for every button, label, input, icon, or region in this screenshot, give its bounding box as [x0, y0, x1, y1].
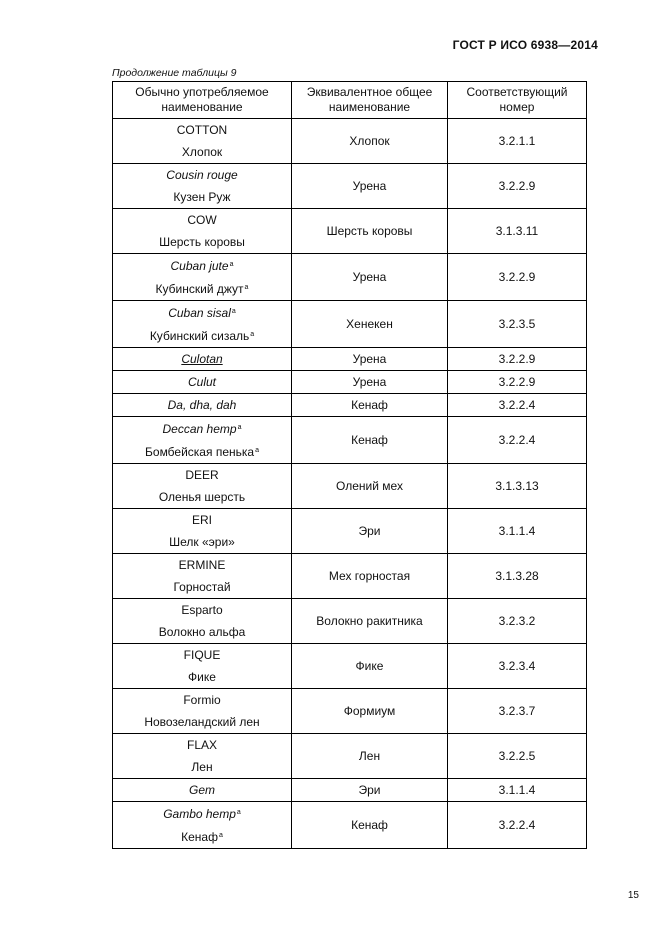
common-name-text: Новозеландский лен [144, 715, 260, 729]
equivalent-name-cell: Кенаф [292, 802, 448, 849]
table-row [113, 509, 587, 554]
table-row [113, 802, 587, 849]
common-name-line [117, 711, 287, 733]
common-name-text: Кузен Руж [173, 190, 231, 204]
common-name-cell [113, 509, 292, 554]
common-name-line [117, 576, 287, 598]
common-name-line [117, 141, 287, 163]
common-name-line [117, 666, 287, 688]
table-row [113, 779, 587, 802]
table-row [113, 348, 587, 371]
equivalent-name-cell: Эри [292, 779, 448, 802]
number-cell: 3.2.2.9 [448, 254, 587, 301]
common-name-line [117, 394, 287, 416]
table-body [113, 119, 587, 849]
table-row [113, 394, 587, 417]
number-cell: 3.1.3.11 [448, 209, 587, 254]
common-name-cell [113, 599, 292, 644]
equivalent-name-cell: Эри [292, 509, 448, 554]
footnote-marker: a [237, 424, 242, 431]
equivalent-name-cell: Урена [292, 164, 448, 209]
number-cell: 3.1.1.4 [448, 509, 587, 554]
equivalent-name-cell: Шерсть коровы [292, 209, 448, 254]
common-name-text: COW [187, 213, 217, 227]
common-name-text: FLAX [186, 738, 217, 752]
common-name-line [117, 779, 287, 801]
common-name-text: Deccan hemp [162, 422, 237, 436]
common-name-line [117, 119, 287, 141]
common-name-text: Бомбейская пенька [145, 445, 255, 459]
footnote-marker: a [244, 284, 249, 291]
table-caption: Продолжение таблицы 9 [112, 67, 237, 79]
equivalent-name-cell: Формиум [292, 689, 448, 734]
common-name-cell [113, 802, 292, 849]
number-cell: 3.2.2.4 [448, 417, 587, 464]
common-name-text: ERMINE [178, 558, 226, 572]
common-name-line [117, 554, 287, 576]
number-cell: 3.2.2.4 [448, 802, 587, 849]
table-row [113, 164, 587, 209]
equivalent-name-cell: Урена [292, 348, 448, 371]
equivalent-name-cell: Хлопок [292, 119, 448, 164]
common-name-line [117, 254, 287, 277]
equivalent-name-cell: Хенекен [292, 301, 448, 348]
number-cell: 3.2.3.5 [448, 301, 587, 348]
table-row [113, 464, 587, 509]
common-name-line [117, 209, 287, 231]
common-name-text: ERI [191, 513, 212, 527]
common-name-line [117, 825, 287, 848]
common-name-line [117, 301, 287, 324]
table-row [113, 119, 587, 164]
common-name-text: Cousin rouge [166, 168, 238, 182]
common-name-text: Кенаф [181, 830, 218, 844]
common-name-text: Хлопок [181, 145, 223, 159]
common-name-cell [113, 348, 292, 371]
number-cell: 3.2.2.9 [448, 348, 587, 371]
footnote-marker: a [231, 308, 236, 315]
common-name-text: Оленья шерсть [158, 490, 246, 504]
common-name-text: Da, dha, dah [167, 398, 237, 412]
common-name-text: Esparto [181, 603, 223, 617]
number-cell: 3.2.3.2 [448, 599, 587, 644]
common-name-text: Шелк «эри» [169, 535, 235, 549]
number-cell: 3.1.3.13 [448, 464, 587, 509]
common-name-text: Culotan [181, 352, 223, 366]
footnote-marker: a [255, 447, 259, 454]
common-name-line [117, 802, 287, 825]
common-name-line [117, 371, 287, 393]
common-name-text: Culut [187, 375, 216, 389]
common-name-line [117, 231, 287, 253]
common-name-cell [113, 394, 292, 417]
number-cell: 3.2.2.4 [448, 394, 587, 417]
common-name-cell [113, 417, 292, 464]
number-cell: 3.2.2.5 [448, 734, 587, 779]
common-name-line [117, 348, 287, 370]
common-name-text: Кубинский сизаль [149, 329, 250, 343]
common-name-line [117, 644, 287, 666]
footnote-marker: a [218, 832, 223, 839]
equivalent-name-cell: Урена [292, 371, 448, 394]
common-name-line [117, 186, 287, 208]
page-number: 15 [627, 890, 639, 901]
common-name-line [117, 164, 287, 186]
table-header-row [113, 82, 587, 119]
common-name-cell [113, 689, 292, 734]
table-row [113, 644, 587, 689]
common-name-line [117, 417, 287, 440]
common-name-text: Горностай [173, 580, 231, 594]
table-row [113, 417, 587, 464]
number-cell: 3.1.1.4 [448, 779, 587, 802]
common-name-cell [113, 554, 292, 599]
common-name-cell [113, 734, 292, 779]
common-name-text: Фике [188, 670, 216, 684]
common-name-cell [113, 301, 292, 348]
common-name-text: DEER [185, 468, 219, 482]
common-name-text: Formio [183, 693, 221, 707]
common-name-line [117, 689, 287, 711]
equivalent-name-cell: Лен [292, 734, 448, 779]
common-name-cell [113, 164, 292, 209]
column-header-number: Соответствующий номер [448, 82, 587, 119]
common-name-text: COTTON [176, 123, 228, 137]
equivalent-name-cell: Мех горностая [292, 554, 448, 599]
number-cell: 3.2.2.9 [448, 164, 587, 209]
common-name-cell [113, 779, 292, 802]
common-name-line [117, 486, 287, 508]
common-name-text: Cuban jute [170, 259, 229, 273]
common-name-line [117, 324, 287, 347]
common-name-line [117, 621, 287, 643]
common-name-line [117, 440, 287, 463]
equivalent-name-cell: Урена [292, 254, 448, 301]
common-name-text: Лен [191, 760, 213, 774]
number-cell: 3.2.3.4 [448, 644, 587, 689]
footnote-marker: a [229, 261, 234, 268]
common-name-text: Gambo hemp [163, 807, 236, 821]
footnote-marker: a [236, 809, 241, 816]
number-cell: 3.1.3.28 [448, 554, 587, 599]
number-cell: 3.2.1.1 [448, 119, 587, 164]
table-row [113, 209, 587, 254]
number-cell: 3.2.3.7 [448, 689, 587, 734]
common-name-cell [113, 209, 292, 254]
equivalent-name-cell: Фике [292, 644, 448, 689]
common-name-line [117, 599, 287, 621]
table-row [113, 599, 587, 644]
table-row [113, 371, 587, 394]
table-row [113, 301, 587, 348]
number-cell: 3.2.2.9 [448, 371, 587, 394]
equivalent-name-cell: Кенаф [292, 394, 448, 417]
common-name-text: FIQUE [183, 648, 221, 662]
common-name-text: Gem [188, 783, 215, 797]
document-id: ГОСТ Р ИСО 6938—2014 [452, 38, 598, 52]
common-name-line [117, 531, 287, 553]
table-row [113, 689, 587, 734]
common-name-cell [113, 371, 292, 394]
common-name-text: Волокно альфа [158, 625, 246, 639]
column-header-equivalent-name: Эквивалентное общее наименование [292, 82, 448, 119]
common-name-line [117, 464, 287, 486]
common-name-line [117, 756, 287, 778]
table-row [113, 734, 587, 779]
common-name-line [117, 277, 287, 300]
footnote-marker: a [250, 331, 255, 338]
common-name-cell [113, 254, 292, 301]
table-row [113, 254, 587, 301]
common-name-cell [113, 644, 292, 689]
equivalent-name-cell: Олений мех [292, 464, 448, 509]
table-row [113, 554, 587, 599]
common-name-cell [113, 119, 292, 164]
equivalent-name-cell: Волокно ракитника [292, 599, 448, 644]
common-name-line [117, 734, 287, 756]
column-header-common-name: Обычно употребляемое наименование [113, 82, 292, 119]
common-name-text: Кубинский джут [155, 282, 244, 296]
common-name-cell [113, 464, 292, 509]
fiber-names-table [112, 81, 587, 849]
equivalent-name-cell: Кенаф [292, 417, 448, 464]
common-name-text: Шерсть коровы [159, 235, 245, 249]
common-name-text: Cuban sisal [168, 306, 231, 320]
common-name-line [117, 509, 287, 531]
